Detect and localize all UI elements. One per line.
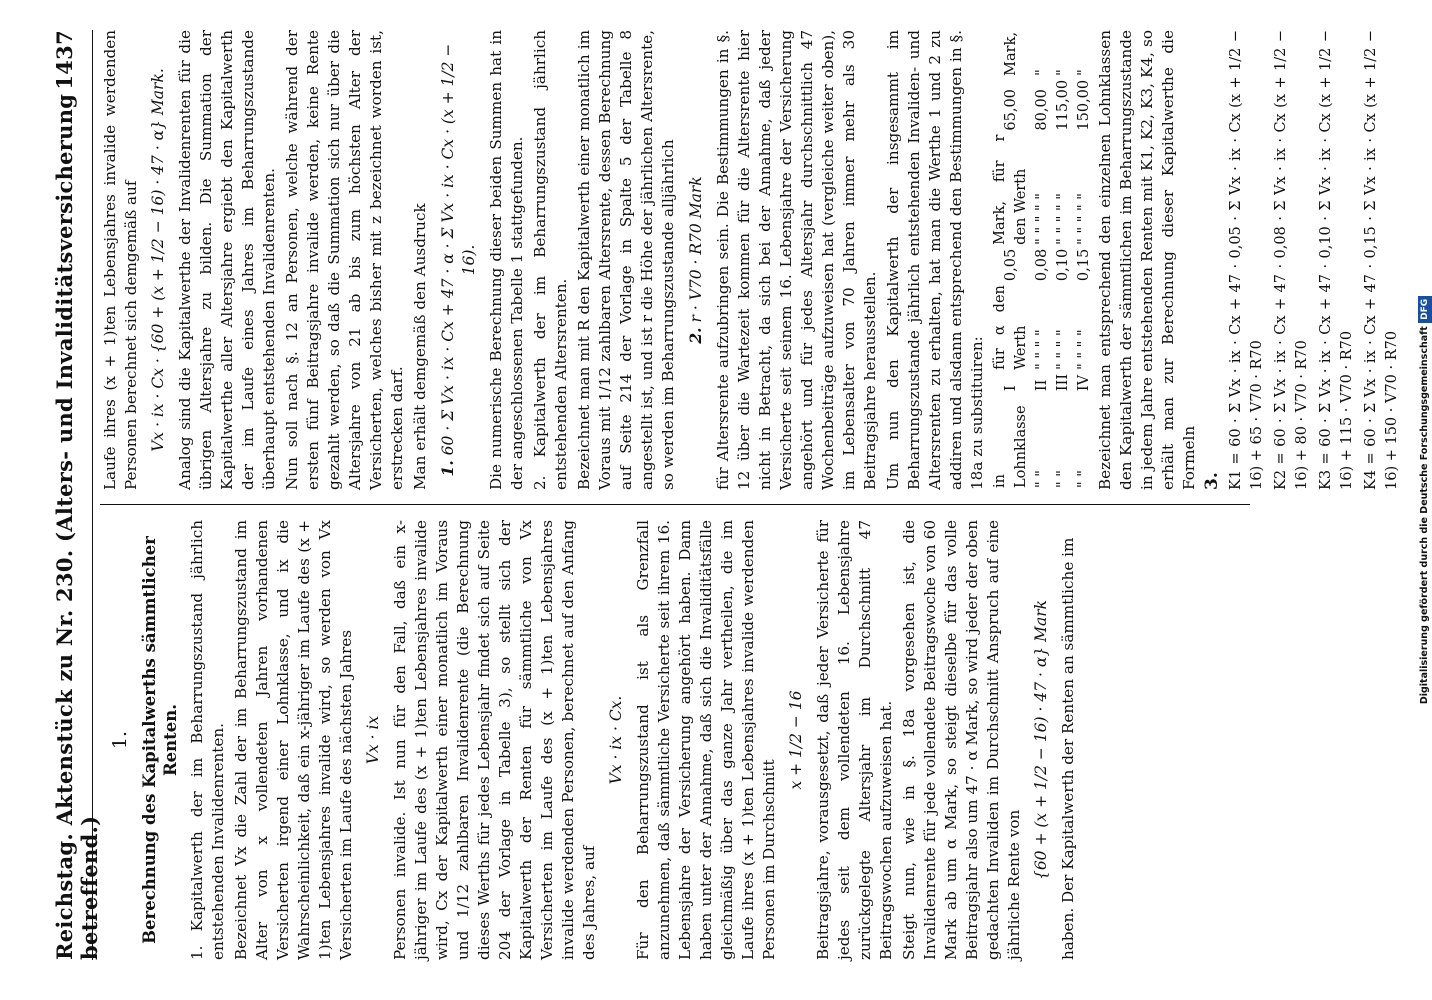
- right-column: [100, 30, 1406, 490]
- table-cell: 0,08: [1034, 248, 1050, 282]
- paragraph: Um nun den Kapitalwerth der insgesammt im Beharrungszustande jährlich entstehenden Invaliden- und Altersrenten zu erhalten, hat man die Werthe 1 und 2 zu addiren und alsdann entsprechend den Bestimmungen in §. 18a zu substituiren:: [884, 30, 986, 490]
- k2-formula: K2 = 60 · Σ Vx · ix · Cx + 47 · 0,08 · Σ Vx · ix · Cx (x + 1/2 − 16) + 80 · V70 · R70: [1273, 30, 1310, 490]
- formula: Vx · ix · Cx.: [607, 695, 625, 785]
- paragraph: für Altersrente aufzubringen sein. Die Bestimmungen in §. 12 über die Wartezeit kommen für die Altersrente hier nicht in Betracht, da sich bei der Annahme, daß jeder Versicherte seit seinem 16. Lebensjahre der Versicherung angehört und für jedes Altersjahr durchschnittlich 47 Wochenbeiträge aufzuweisen hat (vergleiche weiter oben), im Lebensalter von 70 Jahren immer mehr als 30 Beitragsjahre herausstellen.: [714, 30, 879, 490]
- table-cell: in Lohnklasse: [992, 405, 1029, 488]
- paragraph: Man erhält demgemäß den Ausdruck: [411, 203, 429, 490]
- paragraph: Personen invalide. Ist nun für den Fall, daß ein x-jähriger im Laufe des (x + 1)ten Lebensjahres invalide wird, Cx der Kapitalwerth einer monatlich im Voraus und 1/12 zahlbaren Invalidenrente (die Berechnung dieses Werths für jedes Lebensjahr findet sich auf Seite 204 der Vorlage in Tabelle 3), so stellt sich der Kapitalwerth der Renten für sämmtliche von Vx Versicherten im Laufe des (x + 1)ten Lebensjahres invalide werdenden Personen, berechnet auf den Anfang des Jahres, auf: [391, 520, 598, 960]
- formula-3-label: 3.: [1202, 472, 1222, 490]
- k-formulas-block: [1202, 30, 1403, 490]
- dfg-badge: DFG: [1418, 296, 1432, 323]
- table-cell: Mark, für r den Werth: [992, 134, 1029, 245]
- table-cell: " " " ": [1076, 329, 1092, 370]
- column-divider: [100, 504, 1250, 505]
- paragraph: Bezeichnet man mit R den Kapitalwerth einer monatlich im Voraus mit 1/12 zahlbaren Altersrente, dessen Berechnung auf Seite 214 der Vorlage in Spalte 5 der Tabelle 8 angestellt ist, und ist r die Höhe der jährlichen Altersrente, so werden im Beharrungszustande alljährlich: [575, 30, 677, 490]
- paragraph: Bezeichnet man entsprechend den einzelnen Lohnklassen den Kapitalwerth der sämmtlichen im Beharrungszustande in jedem Jahre entstehenden Renten mit K1, K2, K3, K4, so erhält man zur Berechnung dieser Kapitalwerthe die Formeln: [1096, 30, 1198, 490]
- header-rule: [92, 30, 93, 960]
- table-cell: 150,00: [1076, 79, 1092, 131]
- table-cell: " " " " ": [1034, 193, 1050, 245]
- table-cell: für α den Werth: [992, 285, 1029, 370]
- paragraph: Bezeichnet Vx die Zahl der im Beharrungszustand im Alter von x vollendeten Jahren vorhandenen Versicherten irgend einer Lohnklasse, und ix die Wahrscheinlichkeit, daß ein x-jähriger im Laufe des (x + 1)ten Lebensjahres invalide wird, so werden von Vx Versicherten im Laufe des nächsten Jahres: [232, 520, 355, 960]
- paragraph: haben. Der Kapitalwerth der Renten an sämmtliche im: [1059, 537, 1077, 960]
- formula: Vx · ix: [364, 715, 382, 765]
- table-cell: " ": [1034, 470, 1050, 488]
- table-cell: Mark,: [1002, 32, 1019, 76]
- digitization-text: Digitalisierung gefördert durch die Deutsche Forschungsgemeinschaft: [1419, 326, 1430, 705]
- table-cell: " " " ": [1034, 329, 1050, 370]
- section-number: 1.: [109, 730, 131, 750]
- formula-1-body: 60 · Σ Vx · ix · Cx + 47 · α · Σ Vx · ix · Cx · (x + 1/2 − 16).: [439, 43, 478, 456]
- paragraph: Nun soll nach §. 12 an Personen, welche während der ersten fünf Beitragsjahre invalide werden, keine Rente gezahlt werden, so daß die Summation sich nur über die Altersjahre von 21 ab bis zum höchsten Alter der Versicherten, welches bisher mit z bezeichnet worden ist, erstrecken darf.: [283, 30, 406, 490]
- paragraph: Steigt nun, wie in §. 18a vorgesehen ist, die Invalidenrente für jede vollendete Beitragswoche von 60 Mark ab um α Mark, so steigt dieselbe für das volle Beitragsjahr also um 47 · α Mark, so wird jeder der oben gedachten Invaliden im Durchschnitt Anspruch auf eine jährliche Rente von: [900, 520, 1023, 960]
- table-row: [1074, 30, 1095, 490]
- formula-2-label: 2.: [686, 327, 705, 344]
- formula-2: [685, 30, 707, 490]
- left-column: [100, 520, 1081, 960]
- paragraph: Für den Beharrungszustand ist als Grenzfall anzunehmen, daß sämmtliche Versicherte seit ihrem 16. Lebensjahre der Versicherung angehört haben. Dann haben unter der Annahme, daß sich die Invaliditätsfälle gleichmäßig über das ganze Jahr vertheilen, die im Laufe ihres (x + 1)ten Lebensjahres invalide werdenden Personen im Durchschnitt: [634, 520, 778, 960]
- formula: Vx · ix · Cx · {60 + (x + 1/2 − 16) · 47 · α} Mark.: [149, 68, 167, 452]
- digitization-note: [1418, 10, 1432, 990]
- table-cell: 0,10: [1055, 248, 1071, 282]
- paragraph: Die numerische Berechnung dieser beiden Summen hat in der angeschlossenen Tabelle 1 stattgefunden.: [487, 30, 526, 490]
- table-cell: " ": [1055, 470, 1071, 488]
- table-cell: ": [1034, 69, 1050, 76]
- subheading-altersrenten: 2. Kapitalwerth der im Beharrungszustand jährlich entstehenden Altersrenten.: [531, 30, 570, 490]
- k1-formula: K1 = 60 · Σ Vx · ix · Cx + 47 · 0,05 · Σ Vx · ix · Cx (x + 1/2 − 16) + 65 · V70 · R70: [1228, 30, 1265, 490]
- table-row: [990, 30, 1032, 490]
- paragraph: Laufe ihres (x + 1)ten Lebensjahres invalide werdenden Personen berechnet sich demgemäß auf: [101, 30, 140, 490]
- table-cell: " " " " ": [1055, 193, 1071, 245]
- k3-formula: K3 = 60 · Σ Vx · ix · Cx + 47 · 0,10 · Σ Vx · ix · Cx (x + 1/2 − 16) + 115 · V70 · R70: [1318, 30, 1355, 490]
- running-header: [52, 30, 102, 960]
- k4-formula: K4 = 60 · Σ Vx · ix · Cx + 47 · 0,15 · Σ Vx · ix · Cx (x + 1/2 − 16) + 150 · V70 · R70: [1363, 30, 1400, 490]
- formula: x + 1/2 − 16: [787, 690, 805, 790]
- subheading-invalidenrenten: 1. Kapitalwerth der im Beharrungszustand jährlich entstehenden Invalidenrenten.: [188, 520, 227, 960]
- table-cell: 80,00: [1034, 89, 1050, 131]
- formula-2-body: r · V70 · R70 Mark: [687, 176, 705, 323]
- table-cell: 65,00: [1002, 89, 1019, 131]
- table-cell: III: [1055, 373, 1071, 392]
- formula-1-label: 1.: [438, 460, 457, 477]
- table-cell: " ": [1076, 470, 1092, 488]
- formula: {60 + (x + 1/2 − 16) · 47 · α} Mark: [1032, 599, 1050, 881]
- paragraph: Analog sind die Kapitalwerthe der Invalidenrenten für die übrigen Altersjahre zu bilden. Die Summation der Kapitalwerthe aller Altersjahre ergiebt den Kapitalwerth der im Laufe eines Jahres im Beharrungszustande überhaupt entstehenden Invalidenrenten.: [176, 30, 278, 490]
- section-title: Berechnung des Kapitalwerths sämmtlicher Renten.: [140, 536, 180, 944]
- table-cell: II: [1034, 379, 1050, 392]
- table-cell: " " " ": [1055, 329, 1071, 370]
- table-cell: ": [1076, 69, 1092, 76]
- paragraph: Beitragsjahre, vorausgesetzt, daß jeder Versicherte für jedes seit dem vollendeten 16. Lebensjahre zurückgelegte Altersjahr im Durchschnitt 47 Beitragswochen aufzuweisen hat.: [814, 520, 895, 960]
- lohnklassen-table: [990, 30, 1095, 490]
- formula-1: [437, 30, 480, 490]
- table-row: [1032, 30, 1053, 490]
- table-cell: 0,15: [1076, 248, 1092, 282]
- table-cell: IV: [1076, 374, 1092, 392]
- table-cell: " " " " ": [1076, 193, 1092, 245]
- header-title: Reichstag. Aktenstück zu Nr. 230. (Alters- und Invaliditätsversicherung betreffend.): [52, 93, 102, 960]
- table-cell: I: [1002, 385, 1019, 392]
- table-cell: 115,00: [1055, 79, 1071, 131]
- table-row: [1053, 30, 1074, 490]
- page-number: 1437: [52, 30, 77, 90]
- table-cell: 0,05: [1002, 248, 1019, 282]
- table-cell: ": [1055, 69, 1071, 76]
